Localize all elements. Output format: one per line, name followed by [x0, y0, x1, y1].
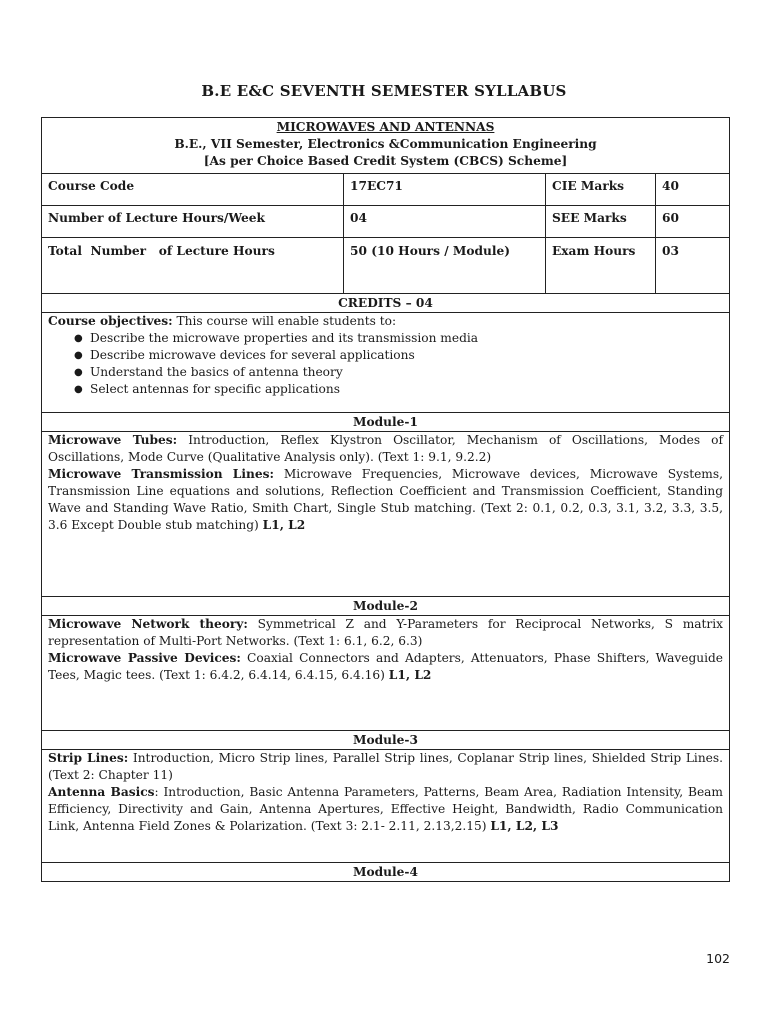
objective-text: Understand the basics of antenna theory	[90, 365, 343, 379]
info-value: 17EC71	[344, 174, 546, 206]
topic-text: Introduction, Micro Strip lines, Parallel Strip lines, Coplanar Strip lines, Shielded Strip Lines. (Text 2: Chapter 11)	[48, 751, 724, 782]
objective-text: Select antennas for specific applications	[90, 382, 340, 396]
info-label: Exam Hours	[546, 238, 656, 294]
topic-text: : Introduction, Basic Antenna Parameters, Patterns, Beam Area, Radiation Intensity, Beam Efficiency, Directivity and Gain, Antenna Apertures, Effective Height, Bandwidth, Radio Communication Link, Antenna Field Zones & Polarization. (Text 3: 2.1- 2.11, 2.13,2.15)	[48, 785, 724, 833]
info-label: Course Code	[42, 174, 344, 206]
info-label: CIE Marks	[546, 174, 656, 206]
info-label: SEE Marks	[546, 206, 656, 238]
topic-heading: Microwave Transmission Lines:	[48, 467, 274, 481]
module-1-title: Module-1	[42, 413, 730, 432]
module-3-title: Module-3	[42, 731, 730, 750]
course-scheme: [As per Choice Based Credit System (CBCS) Scheme]	[203, 154, 568, 168]
level-tags: L1, L2	[262, 518, 306, 532]
objective-text: Describe microwave devices for several applications	[90, 348, 415, 362]
bullet-icon: ●	[74, 384, 83, 395]
info-row-total-hours	[42, 238, 730, 294]
list-item	[74, 330, 723, 347]
info-value: 04	[344, 206, 546, 238]
module-4-title: Module-4	[42, 863, 730, 882]
topic-heading: Strip Lines:	[48, 751, 129, 765]
page-number: 102	[706, 951, 730, 966]
course-header	[42, 118, 730, 174]
level-tags: L1, L2, L3	[490, 819, 559, 833]
info-value: 40	[656, 174, 730, 206]
list-item	[74, 381, 723, 398]
info-label: Number of Lecture Hours/Week	[42, 206, 344, 238]
topic-text: Microwave Frequencies, Microwave devices, Microwave Systems, Transmission Line equations and solutions, Reflection Coefficient and Transmission Coefficient, Standing Wave and Standing Wave Ratio, Smith Chart, Single Stub matching. (Text 2: 0.1, 0.2, 0.3, 3.1, 3.2, 3.3, 3.5, 3.6 Except Double stub matching)	[48, 467, 724, 532]
course-name: MICROWAVES AND ANTENNAS	[276, 120, 495, 134]
info-value: 60	[656, 206, 730, 238]
topic-text: Symmetrical Z and Y-Parameters for Reciprocal Networks, S matrix representation of Multi-Port Networks. (Text 1: 6.1, 6.2, 6.3)	[48, 617, 724, 648]
objectives-label: Course objectives:	[48, 314, 173, 328]
page-title: B.E E&C SEVENTH SEMESTER SYLLABUS	[201, 82, 567, 100]
topic-text: Coaxial Connectors and Adapters, Attenuators, Phase Shifters, Waveguide Tees, Magic tees. (Text 1: 6.4.2, 6.4.14, 6.4.15, 6.4.16)	[48, 651, 724, 682]
list-item	[74, 364, 723, 381]
topic-heading: Microwave Passive Devices:	[48, 651, 241, 665]
info-value: 50 (10 Hours / Module)	[344, 238, 546, 294]
course-program: B.E., VII Semester, Electronics &Communication Engineering	[174, 137, 597, 151]
bullet-icon: ●	[74, 367, 83, 378]
list-item	[74, 347, 723, 364]
topic-heading: Microwave Tubes:	[48, 433, 178, 447]
objective-text: Describe the microwave properties and its transmission media	[90, 331, 479, 345]
syllabus-table	[41, 117, 730, 882]
objectives-list	[48, 330, 723, 398]
topic-heading: Antenna Basics	[48, 785, 155, 799]
course-objectives	[42, 313, 730, 413]
bullet-icon: ●	[74, 350, 83, 361]
info-label: Total Number of Lecture Hours	[42, 238, 344, 294]
level-tags: L1, L2	[388, 668, 432, 682]
module-3-content	[42, 750, 730, 863]
info-row-course-code	[42, 174, 730, 206]
module-2-title: Module-2	[42, 597, 730, 616]
credits-row: CREDITS – 04	[42, 294, 730, 313]
objectives-intro: This course will enable students to:	[172, 314, 397, 328]
bullet-icon: ●	[74, 333, 83, 344]
module-2-content	[42, 616, 730, 731]
topic-heading: Microwave Network theory:	[48, 617, 248, 631]
info-row-lecture-hours	[42, 206, 730, 238]
info-value: 03	[656, 238, 730, 294]
topic-text: Introduction, Reflex Klystron Oscillator, Mechanism of Oscillations, Modes of Oscillations, Mode Curve (Qualitative Analysis only). (Text 1: 9.1, 9.2.2)	[48, 433, 724, 464]
module-1-content	[42, 432, 730, 597]
